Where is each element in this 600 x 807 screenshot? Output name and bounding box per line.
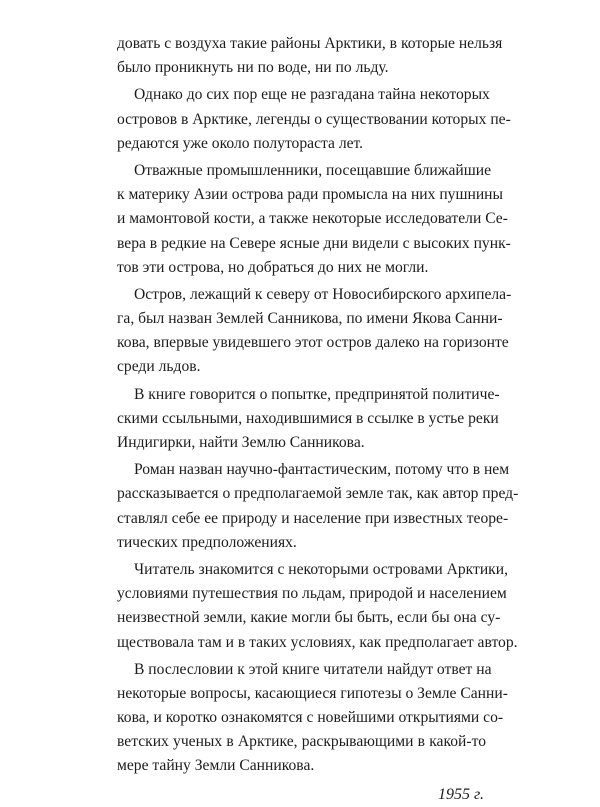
text-line: среди льдов. [117,358,201,376]
paragraph-4 [117,283,512,380]
text-line: кова, впервые увидевшего этот остров далеко на горизонте [117,334,509,352]
text-line: мере тайну Земли Санникова. [117,757,315,775]
paragraph-5 [117,383,500,456]
text-line: некоторые вопросы, касающиеся гипотезы о Земле Санни- [117,684,508,702]
text-line: условиями путешествия по льдам, природой и населением [117,585,507,603]
text-line: ществовала там и в таких условиях, как предполагает автор. [117,633,518,651]
text-line: Отважные промышленники, посещавшие ближайшие [134,161,492,179]
text-line: к материку Азии острова ради промысла на них пушнины [117,186,503,204]
text-line: скими ссыльными, находившимися в ссылке в устье реки [117,409,499,427]
text-line: Остров, лежащий к северу от Новосибирского архипела- [134,285,512,303]
text-line: довать с воздуха такие районы Арктики, в которые нельзя [117,35,503,52]
paragraph-8 [117,658,508,779]
text-line: ветских ученых в Арктике, раскрывающими в какой-то [117,733,486,751]
text-line: рассказывается о предполагаемой земле так, как автор пред- [117,485,519,503]
paragraph-2 [117,83,511,156]
paragraph-3 [117,159,511,280]
text-line: тических предположениях. [117,533,297,551]
text-line: ставлял себе ее природу и население при известных теоре- [117,509,509,527]
text-line: было проникнуть ни по воде, ни по льду. [117,59,389,77]
text-line: В послесловии к этой книге читатели найдут ответ на [134,660,492,678]
text-line: Читатель знакомится с некоторыми островами Арктики, [134,560,509,578]
text-line: островов в Арктике, легенды о существовании которых пе- [117,110,511,128]
text-block [117,32,519,807]
text-line: Роман назван научно-фантастическим, потому что в нем [134,461,510,479]
text-line: неизвестной земли, какие могли бы быть, если бы она су- [117,609,501,627]
text-line: вера в редкие на Севере ясные дни видели с высоких пунк- [117,234,511,252]
text-line: редаются уже около полутораста лет. [117,134,364,152]
paragraph-7 [117,558,518,655]
text-line: тов эти острова, но добраться до них не могли. [117,258,429,276]
text-line: кова, и коротко ознакомятся с новейшими открытиями со- [117,709,504,727]
paragraph-6 [117,458,519,555]
text-line: Однако до сих пор еще не разгадана тайна некоторых [134,86,490,104]
text-line: и мамонтовой кости, а также некоторые исследователи Се- [117,210,508,228]
text-line: Индигирки, найти Землю Санникова. [117,434,365,451]
text-line: га, был назван Землей Санникова, по имени Якова Санни- [117,310,503,328]
paragraph-1 [117,32,503,80]
date-signature: 1955 г. [437,785,484,803]
text-line: В книге говорится о попытке, предпринятой политиче- [134,385,500,403]
